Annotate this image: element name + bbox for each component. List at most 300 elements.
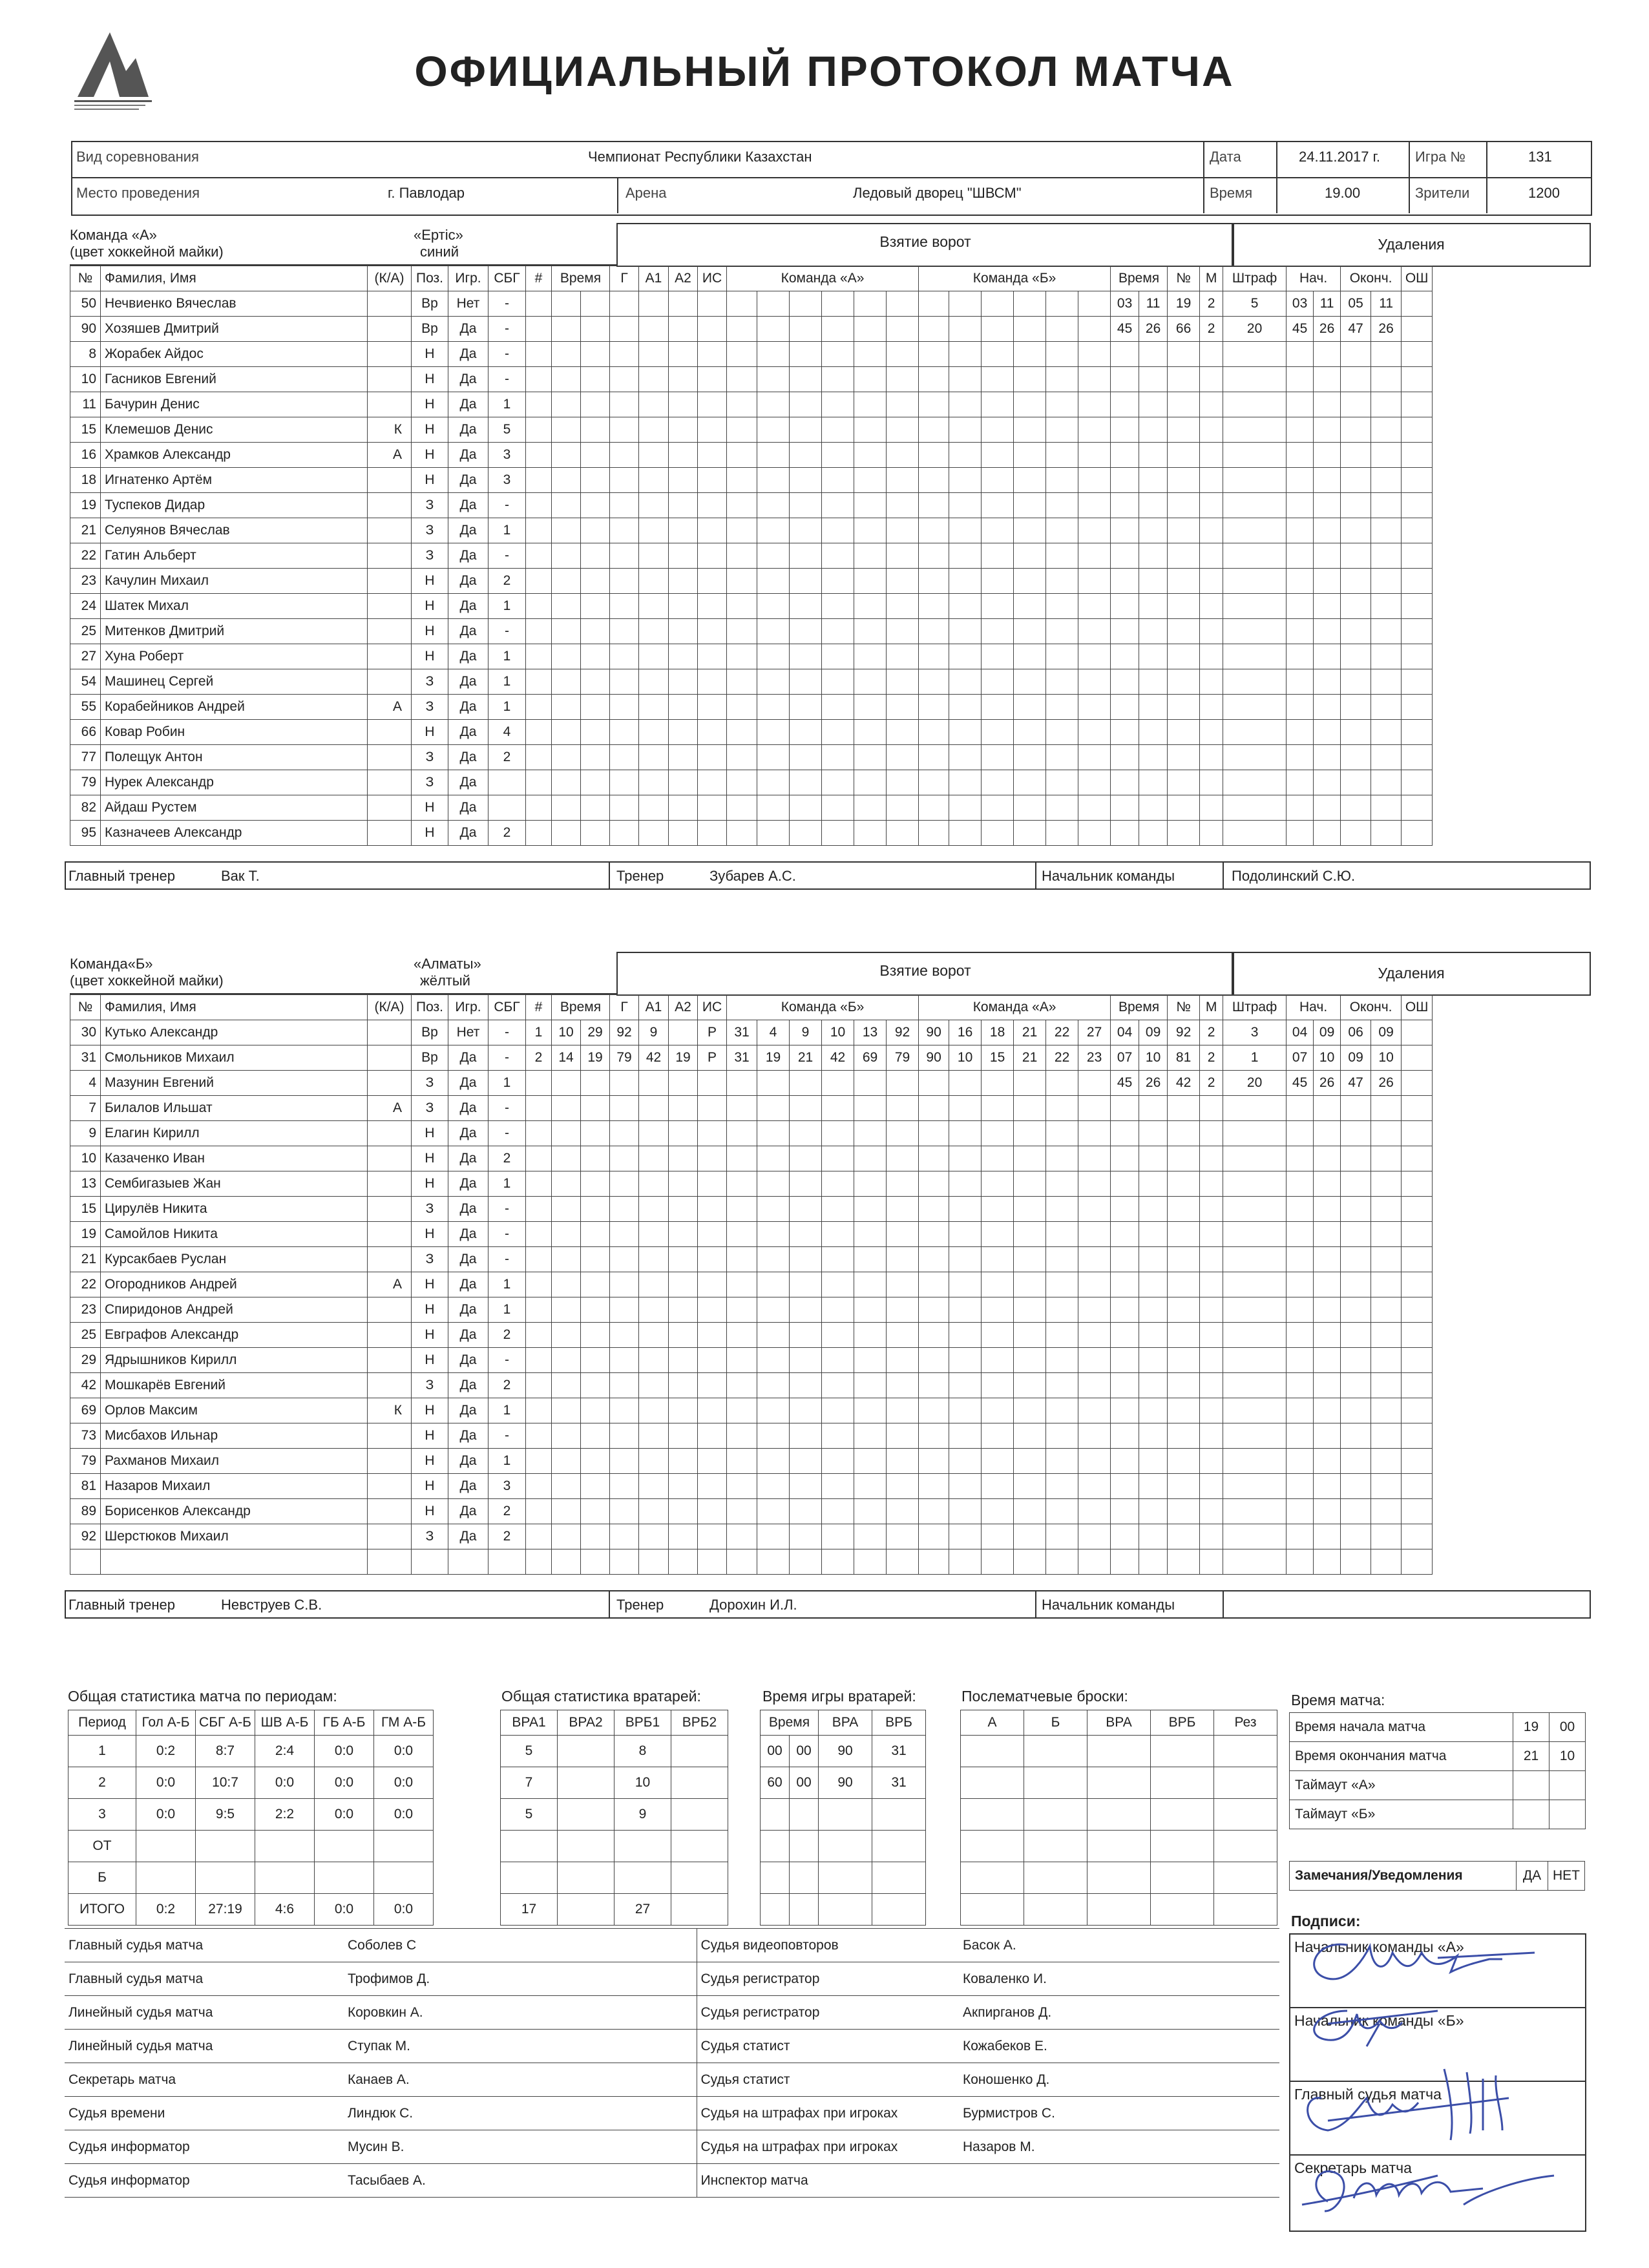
goal-own-player [757, 1247, 790, 1272]
goal-own-player [790, 669, 822, 695]
shootout-cell [1024, 1894, 1087, 1926]
goal-g [610, 1272, 639, 1297]
pen-time-min: 03 [1111, 291, 1139, 317]
player-number: 23 [70, 569, 101, 594]
goal-opp-player [1014, 367, 1046, 392]
player-position: Н [412, 1474, 448, 1499]
player-name: Ядрышников Кирилл [101, 1348, 368, 1373]
player-shots: 1 [488, 695, 526, 720]
goal-own-player [757, 1146, 790, 1171]
table-row [70, 1071, 1433, 1096]
pen-time-sec [1139, 1247, 1168, 1272]
table-row [761, 1894, 926, 1926]
pen-time-sec [1139, 821, 1168, 846]
goal-own-player: 42 [822, 1045, 854, 1071]
player-name: Туспеков Дидар [101, 493, 368, 518]
shootout-cell [1214, 1736, 1277, 1767]
goal-own-player [854, 493, 887, 518]
goal-opp-player [949, 1096, 982, 1121]
table-row [1290, 1713, 1586, 1742]
pen-code [1223, 1423, 1287, 1449]
shootout-cell [1214, 1894, 1277, 1926]
goal-own-player [822, 669, 854, 695]
goal-min [552, 493, 581, 518]
team_a-col-sbg: СБГ [488, 266, 526, 291]
goal-opp-player [919, 1247, 949, 1272]
goal-opp-player [919, 1071, 949, 1096]
goal-g [610, 1373, 639, 1398]
pen-time-sec [1139, 594, 1168, 619]
pen-start-min [1287, 1247, 1314, 1272]
player-number: 89 [70, 1499, 101, 1524]
pen-end-sec: 26 [1371, 317, 1402, 342]
goalie-stat-cell [671, 1736, 728, 1767]
player-shots: 1 [488, 594, 526, 619]
goalie-time-cell [872, 1894, 926, 1926]
player-played [448, 1549, 488, 1575]
goal-sec [581, 468, 610, 493]
goal-opp-player [1046, 1171, 1078, 1197]
goal-opp-player [949, 1398, 982, 1423]
goal-opp-player [949, 720, 982, 745]
goal-sec [581, 770, 610, 795]
pen-time-min [1111, 1272, 1139, 1297]
player-shots: 1 [488, 669, 526, 695]
goal-opp-player [982, 795, 1014, 821]
goal-own-player [887, 569, 919, 594]
goal-n [526, 317, 552, 342]
goal-opp-player [919, 392, 949, 417]
player-played: Да [448, 493, 488, 518]
team_b-col-is: ИС [698, 995, 727, 1020]
pen-time-sec [1139, 443, 1168, 468]
goal-own-player [757, 1197, 790, 1222]
period-stat-cell: 0:0 [255, 1767, 315, 1799]
goal-own-player [887, 291, 919, 317]
goal-own-player [887, 1146, 919, 1171]
pen-start-sec [1314, 1449, 1341, 1474]
goal-min [552, 1096, 581, 1121]
pen-time-sec [1139, 417, 1168, 443]
shootout-table [960, 1710, 1277, 1926]
goalie-stat-cell [671, 1894, 728, 1926]
player-captain-mark [368, 1247, 412, 1272]
pen-start-min [1287, 770, 1314, 795]
pen-start-min [1287, 695, 1314, 720]
goal-own-player [757, 569, 790, 594]
goal-opp-player [1078, 770, 1111, 795]
pen-osh [1402, 795, 1433, 821]
goal-g [610, 443, 639, 468]
player-number: 10 [70, 1146, 101, 1171]
goal-opp-player [982, 1222, 1014, 1247]
table-row [65, 1996, 1279, 2030]
pen-time-min [1111, 745, 1139, 770]
goalie-stat-cell [671, 1831, 728, 1862]
table-row [70, 1323, 1433, 1348]
goal-opp-player: 22 [1046, 1020, 1078, 1045]
player-captain-mark [368, 770, 412, 795]
team_a-col-played: Игр. [448, 266, 488, 291]
remarks-no[interactable]: НЕТ [1548, 1862, 1585, 1891]
goal-a1 [639, 1323, 669, 1348]
goal-g [610, 518, 639, 543]
match-time-label: Время начала матча [1290, 1713, 1513, 1742]
player-number: 79 [70, 1449, 101, 1474]
goal-opp-player: 27 [1078, 1020, 1111, 1045]
goal-opp-player [982, 1449, 1014, 1474]
pen-minutes [1200, 1499, 1223, 1524]
goal-opp-player [919, 795, 949, 821]
player-position: Вр [412, 1045, 448, 1071]
pen-code [1223, 417, 1287, 443]
goal-own-player [854, 1499, 887, 1524]
shootout-cell [961, 1767, 1024, 1799]
goalie-stat-cell: 5 [501, 1799, 558, 1831]
goal-own-player [887, 745, 919, 770]
remarks-yes[interactable]: ДА [1517, 1862, 1548, 1891]
goal-own-player [727, 1146, 757, 1171]
goal-opp-player [949, 1247, 982, 1272]
period-stat-cell [315, 1831, 374, 1862]
goal-g [610, 1398, 639, 1423]
pen-osh [1402, 569, 1433, 594]
pen-time-min: 45 [1111, 1071, 1139, 1096]
period-stat-cell: 2:2 [255, 1799, 315, 1831]
player-position: Н [412, 569, 448, 594]
pen-code [1223, 443, 1287, 468]
goal-own-player [727, 1071, 757, 1096]
goal-own-player [822, 1323, 854, 1348]
pen-end-min [1341, 543, 1371, 569]
goal-opp-player [949, 1373, 982, 1398]
goal-a2 [669, 1247, 698, 1272]
player-shots: 2 [488, 1146, 526, 1171]
goal-opp-player [982, 569, 1014, 594]
divider [609, 1591, 610, 1617]
pen-player [1168, 1449, 1200, 1474]
goal-opp-player [919, 543, 949, 569]
player-played: Да [448, 1348, 488, 1373]
period-stat-cell: 1 [68, 1736, 136, 1767]
goal-own-player [822, 1096, 854, 1121]
table-row [70, 291, 1433, 317]
goal-opp-player [1046, 745, 1078, 770]
goal-n: 2 [526, 1045, 552, 1071]
pen-player [1168, 518, 1200, 543]
goal-g [610, 594, 639, 619]
goal-min [552, 1474, 581, 1499]
shootout-cell [1024, 1831, 1087, 1862]
pen-osh [1402, 1146, 1433, 1171]
goal-opp-player [919, 720, 949, 745]
period-stat-cell: Б [68, 1862, 136, 1894]
official-name [959, 2164, 1279, 2198]
goal-opp-player [919, 342, 949, 367]
period-stat-cell: 0:0 [315, 1799, 374, 1831]
goal-own-player [757, 720, 790, 745]
pen-start-sec [1314, 1272, 1341, 1297]
goal-opp-player [1078, 1524, 1111, 1549]
goal-a2 [669, 1398, 698, 1423]
pen-end-sec: 10 [1371, 1045, 1402, 1071]
goal-opp-player [919, 1549, 949, 1575]
goal-own-player [854, 1121, 887, 1146]
team_a-col-a2: А2 [669, 266, 698, 291]
goal-opp-player [1078, 543, 1111, 569]
pen-time-min [1111, 1524, 1139, 1549]
goal-min [552, 1323, 581, 1348]
goal-own-player [790, 1524, 822, 1549]
goal-min [552, 468, 581, 493]
goal-opp-player [1014, 1297, 1046, 1323]
goal-min [552, 1297, 581, 1323]
player-number: 18 [70, 468, 101, 493]
goal-own-player [757, 367, 790, 392]
goal-a2 [669, 1197, 698, 1222]
goal-own-player [790, 720, 822, 745]
goal-own-player [790, 644, 822, 669]
goal-opp-player [1046, 669, 1078, 695]
goal-min [552, 1423, 581, 1449]
goal-min [552, 821, 581, 846]
goal-own-player [822, 1071, 854, 1096]
goalie-stat-cell [558, 1736, 614, 1767]
goal-own-player: 69 [854, 1045, 887, 1071]
goal-opp-player [1046, 1272, 1078, 1297]
table-row [70, 1222, 1433, 1247]
player-played: Да [448, 468, 488, 493]
goal-own-player [887, 695, 919, 720]
pen-code [1223, 367, 1287, 392]
signature-label: Начальник команды «Б» [1294, 2012, 1464, 2029]
goal-own-player [790, 745, 822, 770]
official-role: Главный судья матча [65, 1962, 344, 1996]
pen-start-min [1287, 493, 1314, 518]
goal-own-player [757, 1071, 790, 1096]
goal-a1 [639, 594, 669, 619]
player-played: Да [448, 745, 488, 770]
goal-own-player [854, 1373, 887, 1398]
player-captain-mark [368, 543, 412, 569]
pen-time-min [1111, 493, 1139, 518]
player-position [412, 1549, 448, 1575]
goal-opp-player [1046, 695, 1078, 720]
pen-start-sec [1314, 644, 1341, 669]
goal-own-player [854, 1398, 887, 1423]
pen-time-sec: 11 [1139, 291, 1168, 317]
goal-own-player [822, 367, 854, 392]
goal-g [610, 695, 639, 720]
goal-own-player [727, 443, 757, 468]
player-captain-mark [368, 1297, 412, 1323]
player-number: 90 [70, 317, 101, 342]
goal-is [698, 745, 727, 770]
pen-minutes [1200, 1398, 1223, 1423]
pen-player: 81 [1168, 1045, 1200, 1071]
goal-min [552, 594, 581, 619]
player-name: Мошкарёв Евгений [101, 1373, 368, 1398]
player-position: З [412, 669, 448, 695]
player-number: 42 [70, 1373, 101, 1398]
goal-n [526, 1222, 552, 1247]
pen-minutes [1200, 1449, 1223, 1474]
pen-start-min: 45 [1287, 317, 1314, 342]
player-captain-mark [368, 720, 412, 745]
goal-min [552, 518, 581, 543]
goal-min [552, 1398, 581, 1423]
player-name: Айдаш Рустем [101, 795, 368, 821]
table-row [70, 1197, 1433, 1222]
player-shots: 2 [488, 821, 526, 846]
goal-own-player [790, 518, 822, 543]
goal-opp-player [982, 770, 1014, 795]
player-number: 55 [70, 695, 101, 720]
pen-end-sec [1371, 392, 1402, 417]
goal-g [610, 1247, 639, 1272]
goal-is [698, 543, 727, 569]
team_b-penalties-title: Удаления [1378, 965, 1445, 982]
pen-start-sec [1314, 1146, 1341, 1171]
player-position: З [412, 493, 448, 518]
pen-time-sec [1139, 543, 1168, 569]
goal-opp-player [1014, 644, 1046, 669]
goal-own-player [727, 468, 757, 493]
period-stat-cell: 0:0 [315, 1767, 374, 1799]
goal-opp-player [982, 291, 1014, 317]
goal-opp-player [1078, 720, 1111, 745]
player-name: Митенков Дмитрий [101, 619, 368, 644]
goal-opp-player [1014, 1398, 1046, 1423]
table-row [70, 1373, 1433, 1398]
player-name: Качулин Михаил [101, 569, 368, 594]
goal-own-player [822, 594, 854, 619]
table-row [65, 2097, 1279, 2130]
goal-own-player [887, 1423, 919, 1449]
goal-n [526, 367, 552, 392]
player-number: 77 [70, 745, 101, 770]
shootout-header: Б [1024, 1710, 1087, 1736]
goal-opp-player [1046, 1323, 1078, 1348]
goal-n: 1 [526, 1020, 552, 1045]
goal-sec [581, 443, 610, 468]
table-row [70, 392, 1433, 417]
player-captain-mark [368, 342, 412, 367]
goal-opp-player [919, 443, 949, 468]
goal-opp-player [949, 543, 982, 569]
goal-a1 [639, 1398, 669, 1423]
shootout-header: Рез [1214, 1710, 1277, 1736]
goal-is [698, 1121, 727, 1146]
player-played: Да [448, 770, 488, 795]
divider [617, 177, 618, 213]
goal-opp-player [949, 1171, 982, 1197]
goal-is [698, 795, 727, 821]
table-row [1290, 1742, 1586, 1771]
goal-is [698, 720, 727, 745]
pen-minutes [1200, 1348, 1223, 1373]
pen-player [1168, 695, 1200, 720]
goal-a2 [669, 1121, 698, 1146]
player-position: Н [412, 619, 448, 644]
pen-code [1223, 1197, 1287, 1222]
goal-opp-player [1078, 342, 1111, 367]
goal-opp-player [982, 342, 1014, 367]
player-captain-mark [368, 1549, 412, 1575]
goal-opp-player [1078, 569, 1111, 594]
player-position: З [412, 1524, 448, 1549]
goal-opp-player [949, 619, 982, 644]
table-row [761, 1799, 926, 1831]
match-time-minutes: 00 [1549, 1713, 1586, 1742]
team_a-label: Команда «А» [70, 227, 157, 243]
pen-osh [1402, 518, 1433, 543]
player-shots: - [488, 1096, 526, 1121]
goal-a1 [639, 518, 669, 543]
goal-own-player [822, 1348, 854, 1373]
team_a-col-name: Фамилия, Имя [101, 266, 368, 291]
goal-own-player [854, 468, 887, 493]
goal-opp-player [1078, 644, 1111, 669]
goal-is [698, 317, 727, 342]
pen-time-sec [1139, 1297, 1168, 1323]
player-captain-mark [368, 644, 412, 669]
goal-opp-player [1046, 821, 1078, 846]
goal-opp-player [919, 1197, 949, 1222]
goal-opp-player [1014, 1071, 1046, 1096]
player-captain-mark [368, 367, 412, 392]
table-row [70, 594, 1433, 619]
pen-end-min [1341, 1398, 1371, 1423]
pen-code [1223, 1121, 1287, 1146]
pen-start-sec [1314, 745, 1341, 770]
pen-player [1168, 821, 1200, 846]
pen-code [1223, 1222, 1287, 1247]
pen-start-sec [1314, 821, 1341, 846]
pen-time-sec [1139, 795, 1168, 821]
time-label: Время [1210, 185, 1253, 201]
pen-minutes [1200, 695, 1223, 720]
player-name: Нечвиенко Вячеслав [101, 291, 368, 317]
pen-start-min [1287, 1499, 1314, 1524]
goal-min [552, 1146, 581, 1171]
pen-code [1223, 720, 1287, 745]
goal-own-player [727, 619, 757, 644]
team_b-col-opp-team: Команда «А» [919, 995, 1111, 1020]
match-time-hours [1513, 1800, 1549, 1829]
player-played: Нет [448, 291, 488, 317]
pen-end-min [1341, 392, 1371, 417]
player-captain-mark: А [368, 1272, 412, 1297]
pen-time-min [1111, 392, 1139, 417]
shootout-cell [1151, 1767, 1214, 1799]
pen-player [1168, 795, 1200, 821]
player-played: Да [448, 1071, 488, 1096]
player-position: Н [412, 1398, 448, 1423]
goal-sec [581, 695, 610, 720]
goal-opp-player [1078, 468, 1111, 493]
pen-start-sec [1314, 770, 1341, 795]
time-value: 19.00 [1325, 185, 1361, 201]
pen-minutes [1200, 1197, 1223, 1222]
pen-player [1168, 1297, 1200, 1323]
goal-own-player [727, 1474, 757, 1499]
table-row [70, 795, 1433, 821]
period-stat-cell: 3 [68, 1799, 136, 1831]
table-row [70, 443, 1433, 468]
goal-a2 [669, 1449, 698, 1474]
pen-start-sec [1314, 342, 1341, 367]
